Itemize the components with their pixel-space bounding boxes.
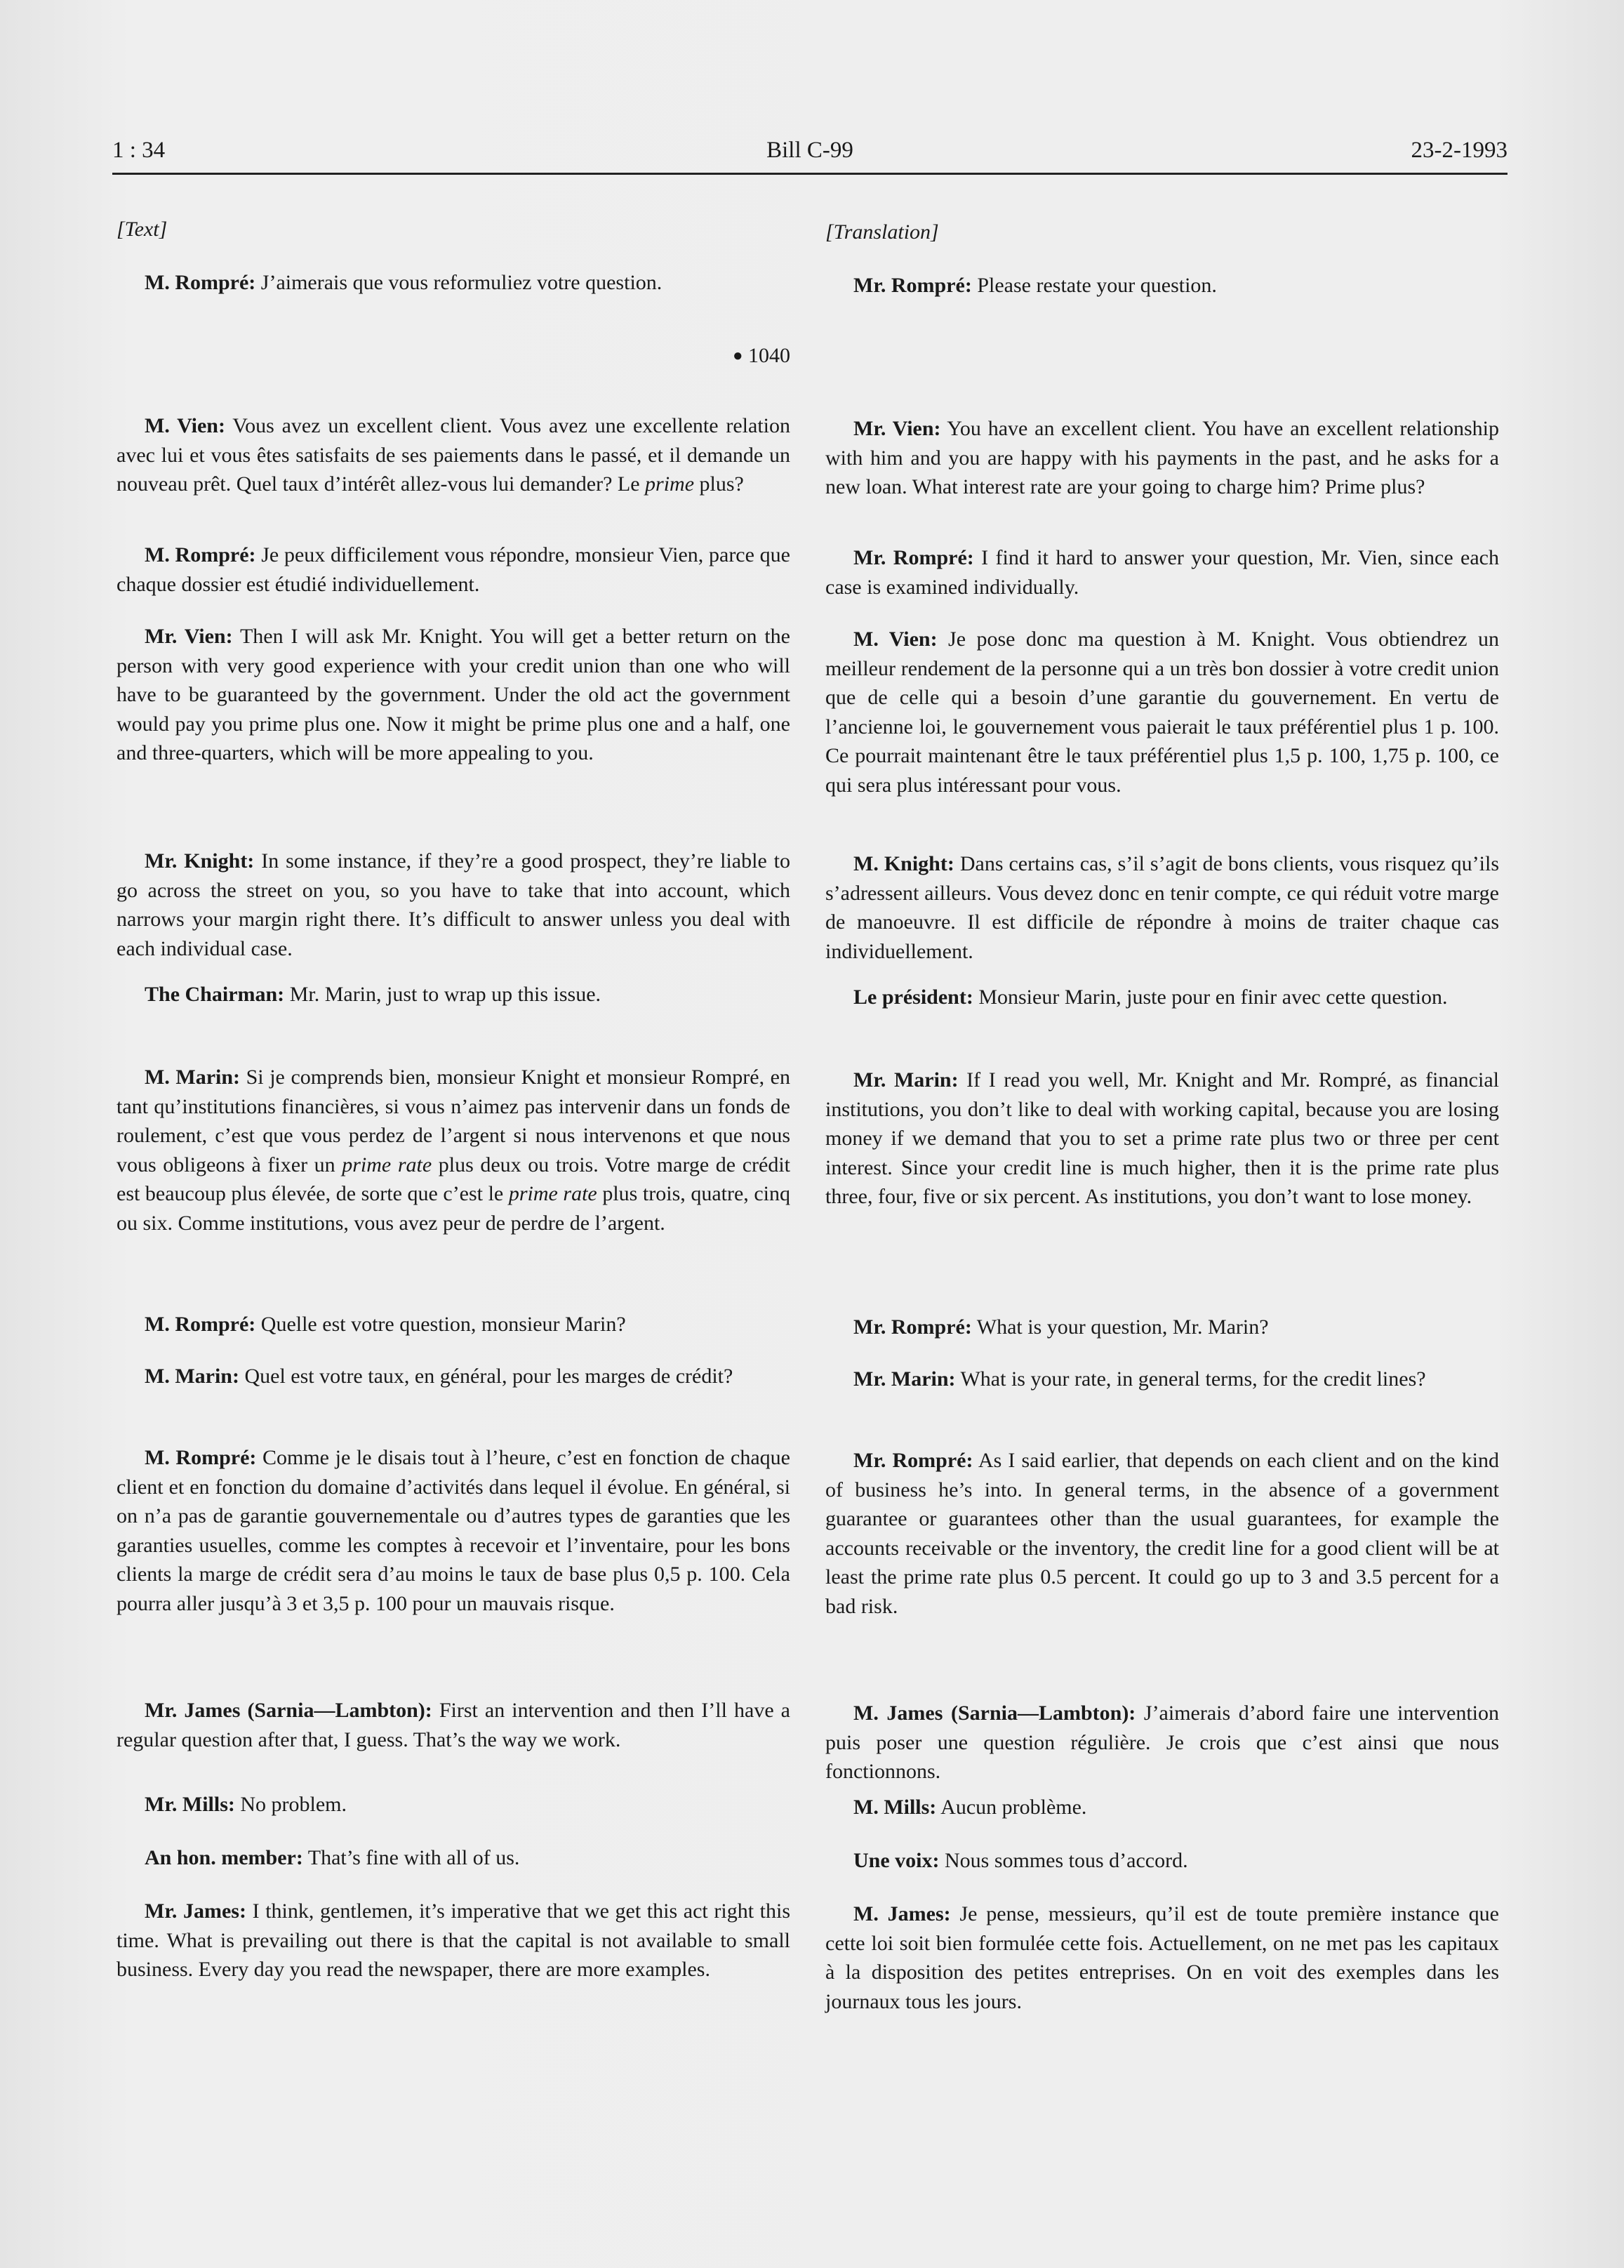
paragraph: M. Mills: Aucun problème. <box>853 1796 1087 1819</box>
paragraph: M. James (Sarnia—Lambton): J’aimerais d’abord faire une intervention puis poser une question régulière. Je crois que c’est ainsi que nous fonctionnons. <box>825 1702 1499 1783</box>
paragraph: M. Vien: Je pose donc ma question à M. Knight. Vous obtiendrez un meilleur rendement de la personne qui a un très bon dossier à votre credit union que de celle qui a besoin d’une garantie du gouvernement. En vertu de l’ancienne loi, le gouvernement vous paierait le taux préférentiel plus 1 p. 100. Ce pourrait maintenant être le taux préférentiel plus 1,5 p. 100, 1,75 p. 100, ce qui sera plus intéressant pour vous. <box>825 628 1500 797</box>
paragraph: M. Rompré: Je peux difficilement vous répondre, monsieur Vien, parce que chaque dossier est étudié individuellement. <box>117 543 790 596</box>
paragraph: M. Rompré: Comme je le disais tout à l’heure, c’est en fonction de chaque client et en fonction du domaine d’activités dans lequel il évolue. En général, si on n’a pas de garantie gouvernementale ou d’autres types de garanties que les garanties usuelles, comme les comptes à recevoir et l’inventaire, pour les bons clients la marge de crédit sera d’au moins le taux de base plus 0,5 p. 100. Cela pourra aller jusqu’à 3 et 3,5 p. 100 pour un mauvais risque. <box>117 1446 790 1615</box>
column-tag: [Translation] <box>825 220 939 244</box>
paragraph: Mr. Knight: In some instance, if they’re a good prospect, they’re liable to go across the street on you, so you have to take that into account, which narrows your margin right there. It’s difficult to answer unless you deal with each individual case. <box>117 849 790 960</box>
paragraph: M. Knight: Dans certains cas, s’il s’agit de bons clients, vous risquez qu’ils s’adressent ailleurs. Vous devez donc en tenir compte, ce qui réduit votre marge de manoeuvre. Il est difficile de répondre à moins de traiter chaque cas individuellement. <box>825 852 1499 963</box>
paragraph: Mr. James (Sarnia—Lambton): First an intervention and then I’ll have a regular question after that, I guess. That’s the way we work. <box>117 1699 790 1751</box>
running-header <box>112 138 1507 175</box>
paragraph: M. Rompré: J’aimerais que vous reformuliez votre question. <box>145 271 663 294</box>
paragraph: Mr. Rompré: What is your question, Mr. Marin? <box>853 1315 1269 1339</box>
page-number: 1 : 34 <box>112 138 166 163</box>
paragraph: Mr. Rompré: I find it hard to answer your question, Mr. Vien, since each case is examined individually. <box>825 546 1499 599</box>
paragraph: Mr. Mills: No problem. <box>145 1793 347 1816</box>
time-marker: ● 1040 <box>733 344 790 367</box>
bullet-icon: ● <box>733 347 743 365</box>
paragraph: An hon. member: That’s fine with all of us. <box>145 1846 520 1869</box>
paragraph: Le président: Monsieur Marin, juste pour en finir avec cette question. <box>853 986 1448 1009</box>
paragraph: Mr. Rompré: As I said earlier, that depends on each client and on the kind of business he’s into. In general terms, in the absence of a government guarantee or guarantees other than the usual guarantees, for example the accounts receivable or the inventory, the credit line for a good client will be at least the prime rate plus 0.5 percent. It could go up to 3 and 3.5 percent for a bad risk. <box>825 1449 1499 1618</box>
paragraph: M. Vien: Vous avez un excellent client. Vous avez une excellente relation avec lui et vous êtes satisfaits de ses paiements dans le passé, et il demande un nouveau prêt. Quel taux d’intérêt allez-vous lui demander? Le prime plus? <box>117 414 790 496</box>
paragraph: Mr. Marin: If I read you well, Mr. Knight and Mr. Rompré, as financial institutions, you don’t like to deal with working capital, because you are losing money if we demand that you to set a prime rate plus two or three per cent interest. Since your credit line is much higher, then it is the prime rate plus three, four, five or six percent. As institutions, you don’t want to lose money. <box>825 1068 1499 1208</box>
header-date: 23-2-1993 <box>1411 138 1507 163</box>
paragraph: Mr. James: I think, gentlemen, it’s imperative that we get this act right this time. What is prevailing out there is that the capital is not available to small business. Every day you read the newspaper, there are more examples. <box>117 1899 790 1981</box>
paragraph: M. Marin: Quel est votre taux, en général, pour les marges de crédit? <box>145 1365 733 1388</box>
speaker: M. Rompré: <box>145 271 256 294</box>
paragraph: Mr. Vien: Then I will ask Mr. Knight. You will get a better return on the person with very good experience with your credit union than one who will have to be guaranteed by the government. Under the old act the government would pay you prime plus one. Now it might be prime plus one and a half, one and three-quarters, which will be more appealing to you. <box>117 625 790 764</box>
paragraph: The Chairman: Mr. Marin, just to wrap up this issue. <box>145 983 601 1006</box>
paragraph: M. Rompré: Quelle est votre question, monsieur Marin? <box>145 1313 626 1336</box>
paragraph: M. Marin: Si je comprends bien, monsieur Knight et monsieur Rompré, en tant qu’institutions financières, si vous n’aimez pas intervenir dans un fonds de roulement, c’est que vous perdez de l’argent si nous intervenons et que nous vous obligeons à fixer un prime rate plus deux ou trois. Votre marge de crédit est beaucoup plus élevée, de sorte que c’est le prime rate plus trois, quatre, cinq ou six. Comme institutions, vous avez peur de perdre de l’argent. <box>117 1066 791 1235</box>
paragraph: Mr. Rompré: Please restate your question. <box>853 274 1217 297</box>
paragraph: Mr. Marin: What is your rate, in general terms, for the credit lines? <box>853 1367 1426 1391</box>
paragraph: Une voix: Nous sommes tous d’accord. <box>853 1849 1188 1872</box>
column-tag: [Text] <box>117 218 168 241</box>
paragraph: Mr. Vien: You have an excellent client. You have an excellent relationship with him and you are happy with his payments in the past, and he asks for a new loan. What interest rate are your going to charge him? Prime plus? <box>825 417 1499 498</box>
bill-title: Bill C-99 <box>766 138 853 163</box>
paragraph: M. James: Je pense, messieurs, qu’il est de toute première instance que cette loi soit bien formulée cette fois. Actuellement, on ne met pas les capitaux à la disposition des petites entreprises. On en voit des exemples dans les journaux tous les jours. <box>825 1902 1499 2013</box>
